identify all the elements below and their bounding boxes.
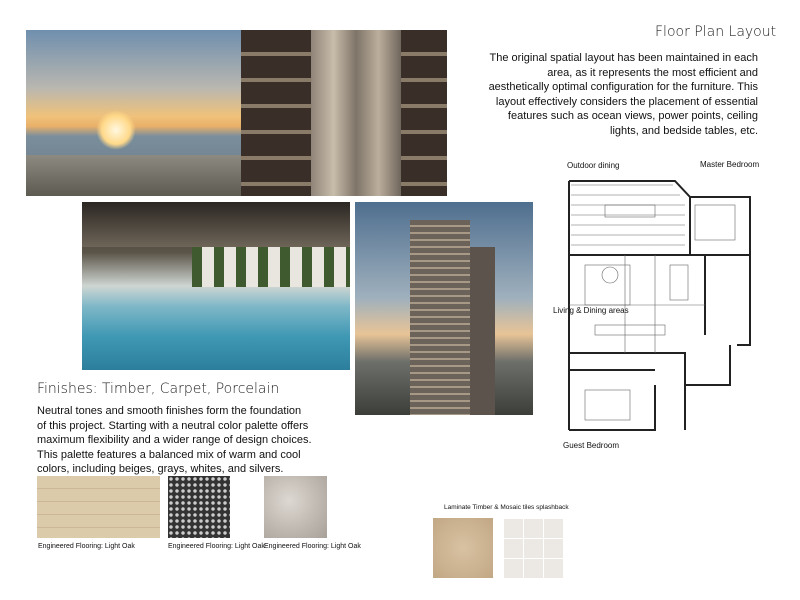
swatch-mosaic-tiles: [503, 518, 563, 578]
floor-plan-title: Floor Plan Layout: [655, 24, 777, 40]
label-guest-bedroom: Guest Bedroom: [563, 441, 620, 450]
floor-plan-description: The original spatial layout has been maintained in each area, as it represents the most efficient and aesthetically optimal configuration for the furniture. This layout effectively considers the placement of essential features such as ocean views, power points, ceiling lights, and bedside tables, etc.: [488, 52, 758, 137]
label-living-dining: Living & Dining areas: [553, 306, 629, 315]
label-master-bedroom: Master Bedroom: [700, 160, 760, 169]
pool-photo: [82, 202, 350, 370]
kitchen-label: Laminate Timber & Mosaic tiles splashback: [444, 504, 569, 511]
swatch-label: Engineered Flooring: Light Oak: [168, 543, 265, 550]
swatch-porcelain: [264, 476, 327, 538]
finishes-title: Finishes: Timber, Carpet, Porcelain: [37, 381, 280, 397]
finishes-description: Neutral tones and smooth finishes form the foundation of this project. Starting with a neutral color palette offers maximum flexibility and a wider range of design choices. This palette features a balanced mix of warm and cool colors, including beiges, grays, whites, and silvers.: [37, 405, 312, 475]
tower-photo: [355, 202, 533, 415]
ocean-view-balcony-photo: [26, 30, 447, 196]
swatch-laminate-timber: [433, 518, 493, 578]
swatch-timber: [37, 476, 160, 538]
swatch-label: Engineered Flooring: Light Oak: [264, 543, 361, 550]
label-outdoor-dining: Outdoor dining: [567, 161, 620, 170]
floor-plan-drawing: [565, 175, 760, 437]
swatch-label: Engineered Flooring: Light Oak: [38, 543, 135, 550]
swatch-carpet: [168, 476, 230, 538]
